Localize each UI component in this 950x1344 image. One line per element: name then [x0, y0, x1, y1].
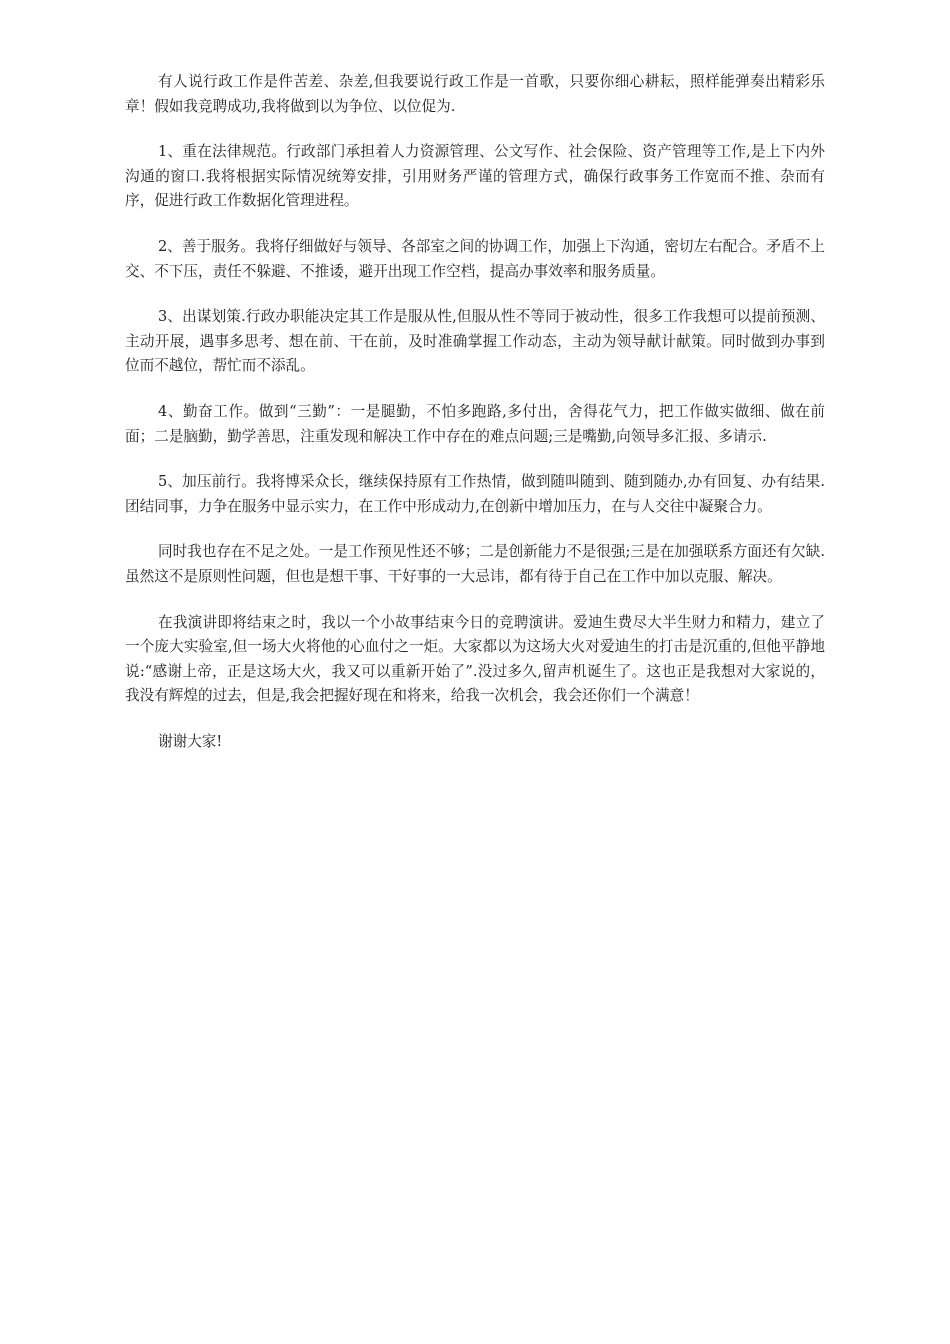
paragraph-thanks: 谢谢大家! [158, 732, 223, 750]
document-body [125, 70, 825, 754]
paragraph-intro: 有人说行政工作是件苦差、杂差,但我要说行政工作是一首歌，只要你细心耕耘，照样能弹奏出精彩乐章！假如我竞聘成功,我将做到以为争位、以位促为. [125, 73, 825, 115]
paragraph-point-5: 5、加压前行。我将博采众长，继续保持原有工作热情，做到随叫随到、随到随办,办有回复、办有结果.团结同事，力争在服务中显示实力，在工作中形成动力,在创新中增加压力，在与人交往中凝聚合力。 [125, 473, 825, 515]
paragraph-point-1: 1、重在法律规范。行政部门承担着人力资源管理、公文写作、社会保险、资产管理等工作,是上下内外沟通的窗口.我将根据实际情况统筹安排，引用财务严谨的管理方式，确保行政事务工作宽而不推、杂而有序，促进行政工作数据化管理进程。 [125, 143, 825, 210]
paragraph-point-4: 4、勤奋工作。做到“三勤”：一是腿勤，不怕多跑路,多付出，舍得花气力，把工作做实做细、做在前面；二是脑勤，勤学善思，注重发现和解决工作中存在的难点问题;三是嘴勤,向领导多汇报、多请示. [125, 402, 825, 445]
paragraph-point-3: 3、出谋划策.行政办职能决定其工作是服从性,但服从性不等同于被动性，很多工作我想可以提前预测、主动开展，遇事多思考、想在前、干在前，及时准确掌握工作动态，主动为领导献计献策。同时做到办事到位而不越位，帮忙而不添乱。 [125, 308, 825, 375]
paragraph-shortcomings: 同时我也存在不足之处。一是工作预见性还不够；二是创新能力不是很强;三是在加强联系方面还有欠缺.虽然这不是原则性问题，但也是想干事、干好事的一大忌讳，都有待于自己在工作中加以克服、解决。 [125, 543, 825, 585]
paragraph-closing-story: 在我演讲即将结束之时，我以一个小故事结束今日的竞聘演讲。爱迪生费尽大半生财力和精力，建立了一个庞大实验室,但一场大火将他的心血付之一炬。大家都以为这场大火对爱迪生的打击是沉重的,但他平静地说:“感谢上帝，正是这场大火，我又可以重新开始了”.没过多久,留声机诞生了。这也正是我想对大家说的，我没有辉煌的过去，但是,我会把握好现在和将来，给我一次机会，我会还你们一个满意！ [125, 613, 825, 705]
paragraph-point-2: 2、善于服务。我将仔细做好与领导、各部室之间的协调工作，加强上下沟通，密切左右配合。矛盾不上交、不下压，责任不躲避、不推诿，避开出现工作空档，提高办事效率和服务质量。 [125, 237, 825, 280]
